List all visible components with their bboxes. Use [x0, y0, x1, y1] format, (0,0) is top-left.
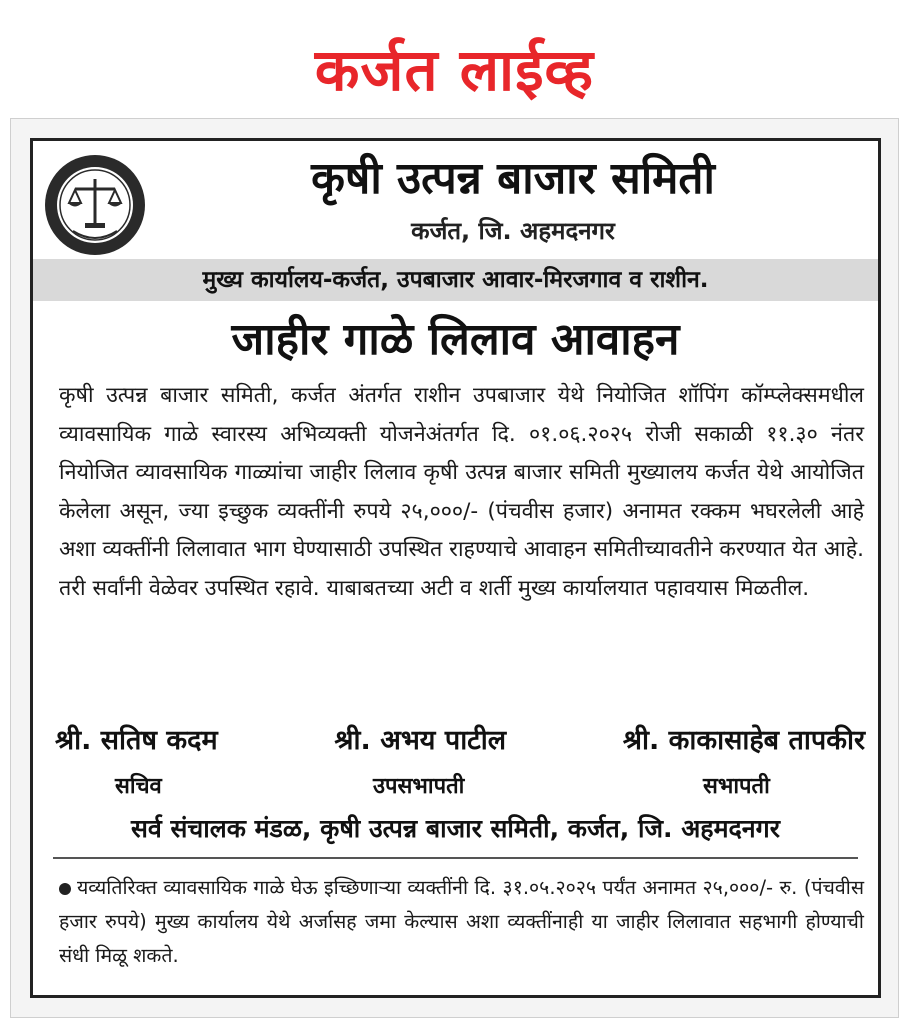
brand-logo: कर्जत लाईव्ह — [314, 36, 595, 104]
footnote — [59, 871, 864, 973]
signatory-name-vice-chairman: श्री. अभय पाटील — [334, 725, 507, 756]
signatory-name-secretary: श्री. सतिष कदम — [55, 725, 218, 756]
organization-name: कृषी उत्पन्न बाजार समिती — [311, 153, 715, 204]
signatory-role-chairman: सभापती — [703, 774, 770, 799]
notice-body-paragraph: कृषी उत्पन्न बाजार समिती, कर्जत अंतर्गत राशीन उपबाजार येथे नियोजित शॉपिंग कॉम्प्लेक्समधील व्यावसायिक गाळे स्वारस्य अभिव्यक्ती योजनेअंतर्गत दि. ०१.०६.२०२५ रोजी सकाळी ११.३० नंतर नियोजित व्यावसायिक गाळ्यांचा जाहीर लिलाव कृषी उत्पन्न बाजार समिती मुख्यालय कर्जत येथे आयोजित केलेला असून, ज्या इच्छुक व्यक्तींनी रुपये २५,०००/- (पंचवीस हजार) अनामत रक्कम भघरलेली आहे अशा व्यक्तींनी लिलावात भाग घेण्यासाठी उपस्थित राहण्याचे आवाहन समितीच्यावतीने करण्यात येत आहे. तरी सर्वांनी वेळेवर उपस्थित रहावे. याबाबतच्या अटी व शर्ती मुख्य कार्यालयात पहावयास मिळतील. — [59, 383, 864, 601]
board-line: सर्व संचालक मंडळ, कृषी उत्पन्न बाजार समिती, कर्जत, जि. अहमदनगर — [131, 814, 780, 843]
offices-band: मुख्य कार्यालय-कर्जत, उपबाजार आवार-मिरजगाव व राशीन. — [33, 259, 878, 301]
notice-title: जाहीर गाळे लिलाव आवाहन — [231, 314, 680, 365]
divider — [53, 857, 858, 859]
bullet-icon — [59, 883, 71, 895]
notice-body — [59, 377, 864, 608]
signatory-role-vice-chairman: उपसभापती — [373, 774, 465, 799]
signatory-names — [55, 719, 865, 763]
signatory-roles — [55, 767, 865, 807]
footnote-text: यव्यतिरिक्त व्यावसायिक गाळे घेऊ इच्छिणाऱ्या व्यक्तींनी दि. ३१.०५.२०२५ पर्यंत अनामत २५,०००/- रु. (पंचवीस हजार रुपये) मुख्य कार्यालय येथे अर्जासह जमा केल्यास अशा व्यक्तींनाही या जाहीर लिलावात सहभागी होण्याची संधी मिळू शकते. — [59, 876, 864, 967]
signatory-role-secretary: सचिव — [115, 774, 162, 799]
signatory-name-chairman: श्री. काकासाहेब तापकीर — [622, 725, 865, 756]
apmc-seal-icon — [43, 153, 147, 257]
notice-box — [30, 138, 881, 998]
organization-location: कर्जत, जि. अहमदनगर — [411, 217, 615, 245]
